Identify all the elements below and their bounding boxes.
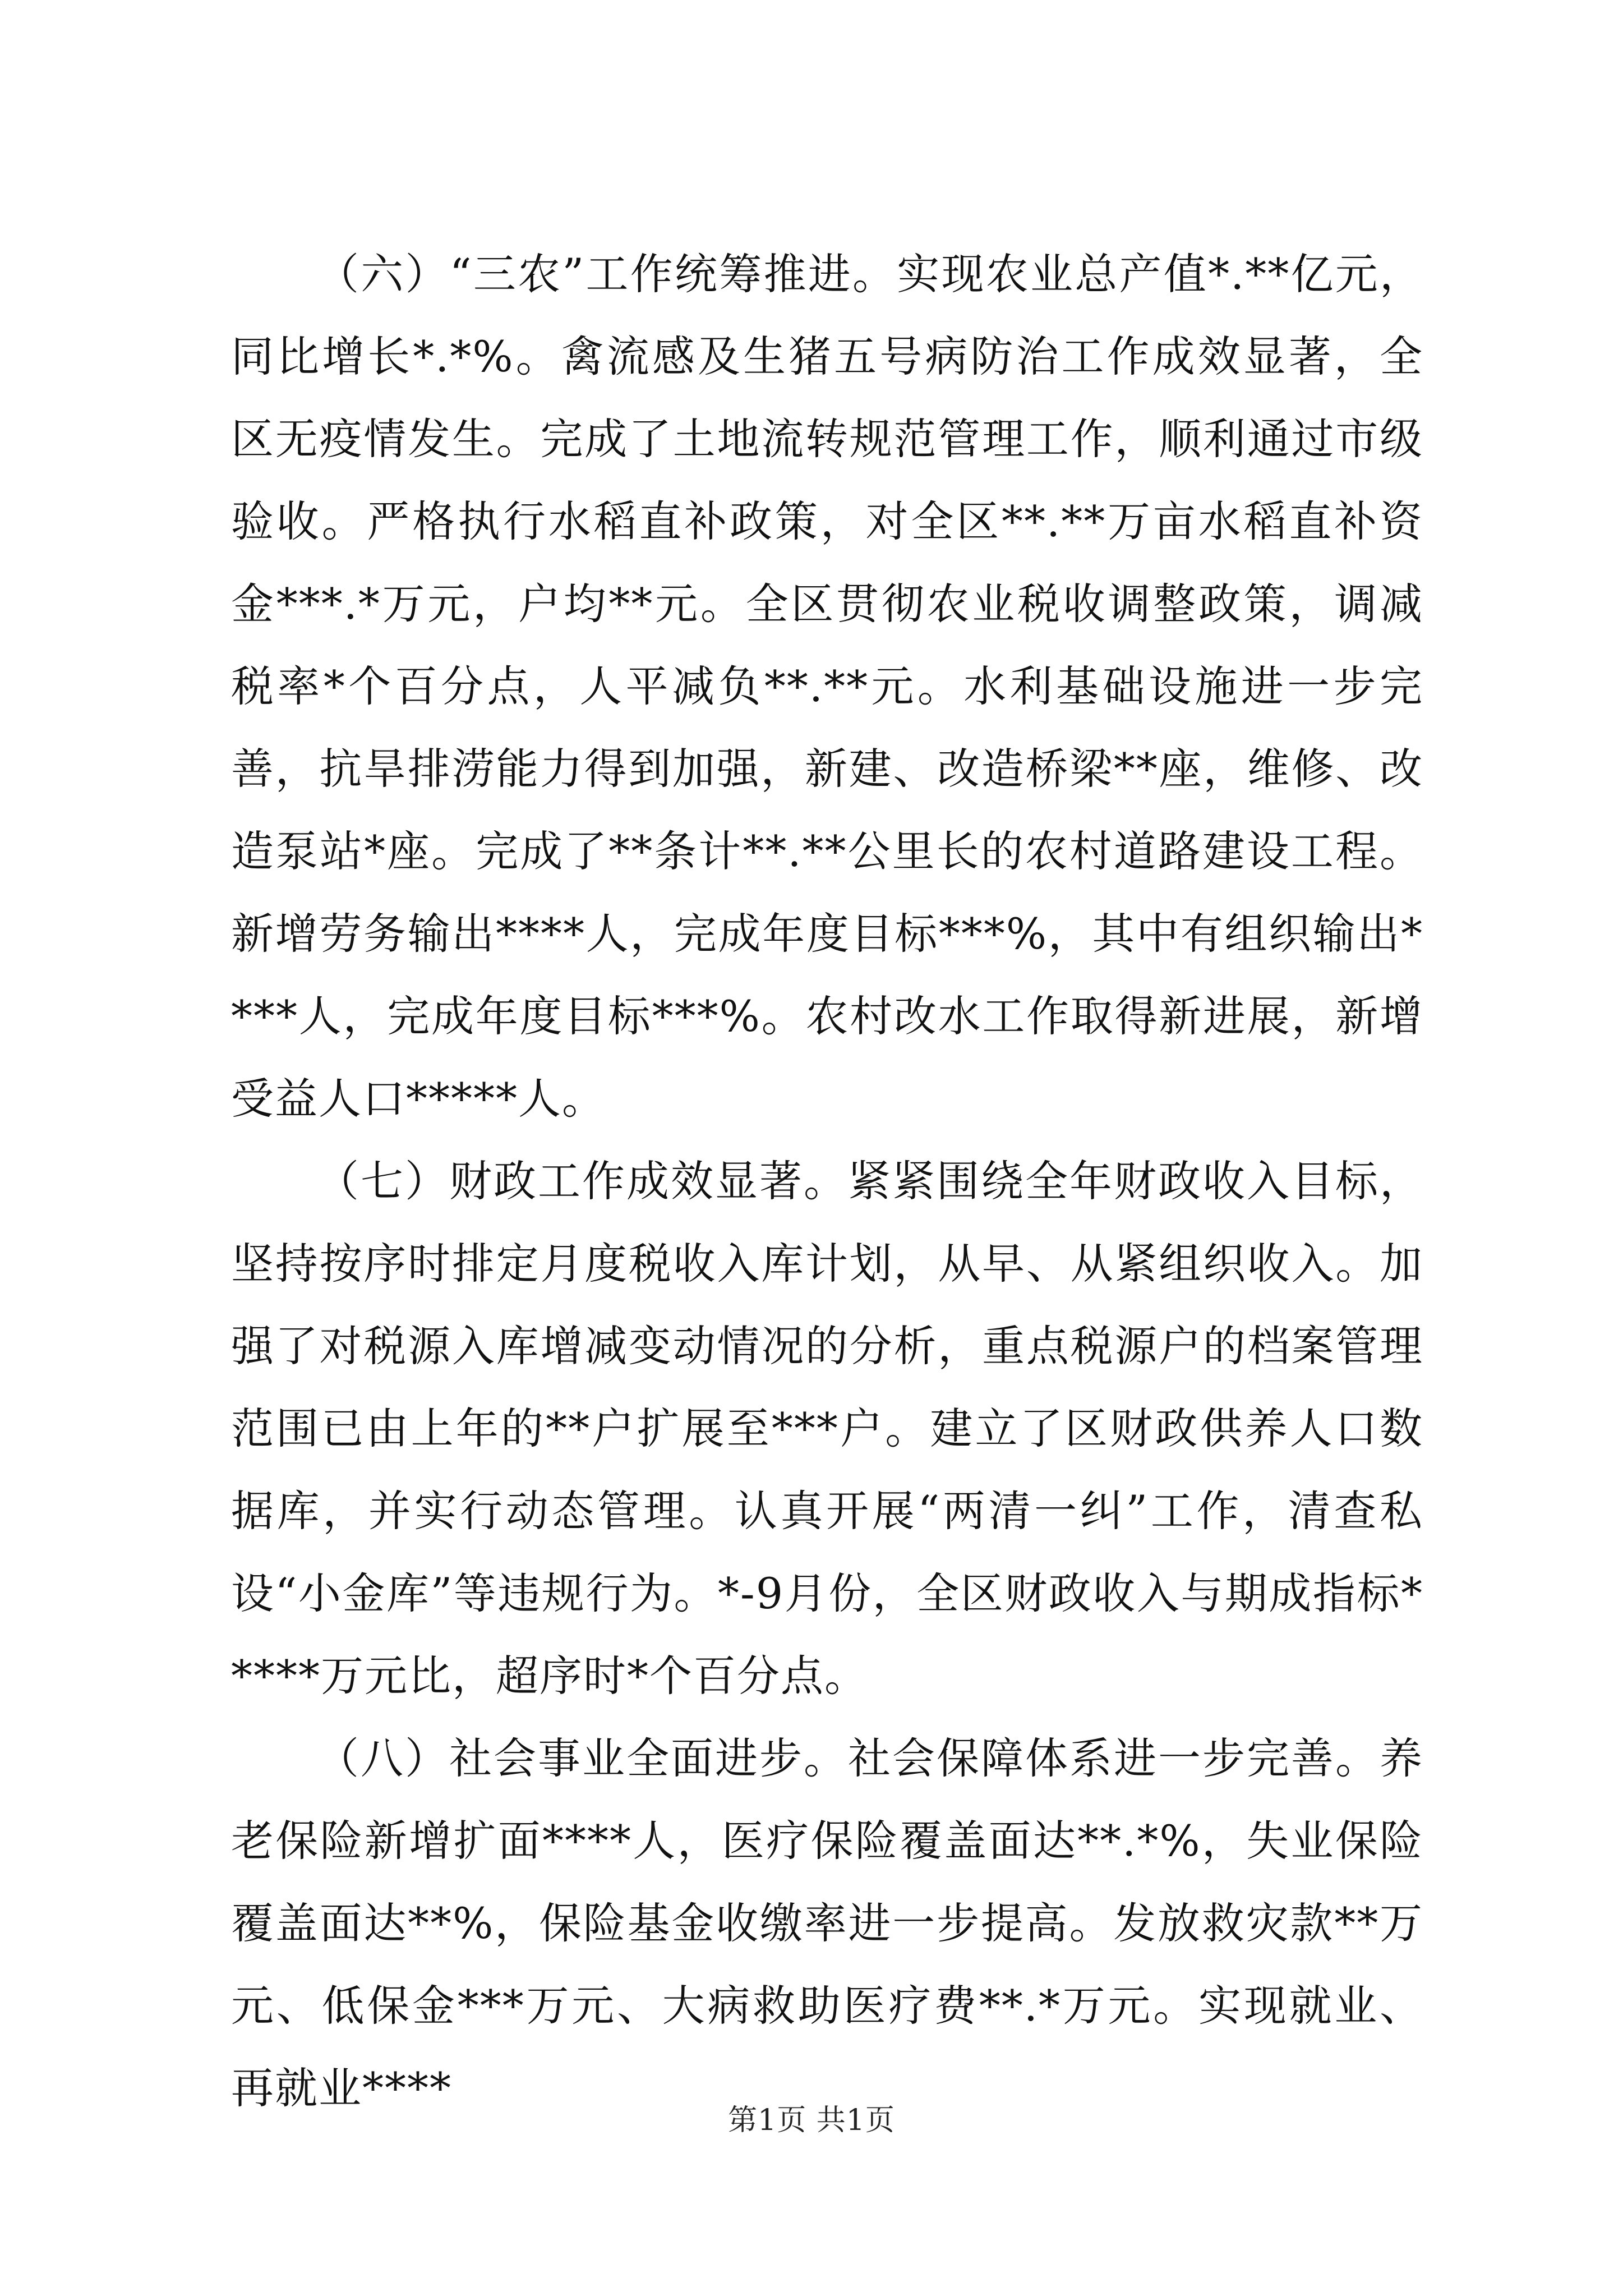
document-body [231, 233, 1423, 2129]
page-footer: 第1页 共1页 [728, 2104, 895, 2137]
paragraph-agriculture: （六）“三农”工作统筹推进。实现农业总产值*.**亿元，同比增长*.*%。禽流感及生猪五号病防治工作成效显著，全区无疫情发生。完成了土地流转规范管理工作，顺利通过市级验收。严格执行水稻直补政策，对全区**.**万亩水稻直补资金***.*万元，户均**元。全区贯彻农业税收调整政策，调减税率*个百分点，人平减负**.**元。水利基础设施进一步完善，抗旱排涝能力得到加强，新建、改造桥梁**座，维修、改造泵站*座。完成了**条计**.**公里长的农村道路建设工程。新增劳务输出****人，完成年度目标***%，其中有组织输出****人，完成年度目标***%。农村改水工作取得新进展，新增受益人口*****人。 [231, 249, 1423, 1124]
paragraph-social: （八）社会事业全面进步。社会保障体系进一步完善。养老保险新增扩面****人，医疗保险覆盖面达**.*%，失业保险覆盖面达**%，保险基金收缴率进一步提高。发放救灾款**万元、低保金***万元、大病救助医疗费**.*万元。实现就业、再就业**** [231, 1733, 1423, 2113]
paragraph-finance: （七）财政工作成效显著。紧紧围绕全年财政收入目标，坚持按序时排定月度税收入库计划，从早、从紧组织收入。加强了对税源入库增减变动情况的分析，重点税源户的档案管理范围已由上年的**户扩展至***户。建立了区财政供养人口数据库，并实行动态管理。认真开展“两清一纠”工作，清查私设“小金库”等违规行为。*-9月份，全区财政收入与期成指标*****万元比，超序时*个百分点。 [231, 1156, 1423, 1701]
